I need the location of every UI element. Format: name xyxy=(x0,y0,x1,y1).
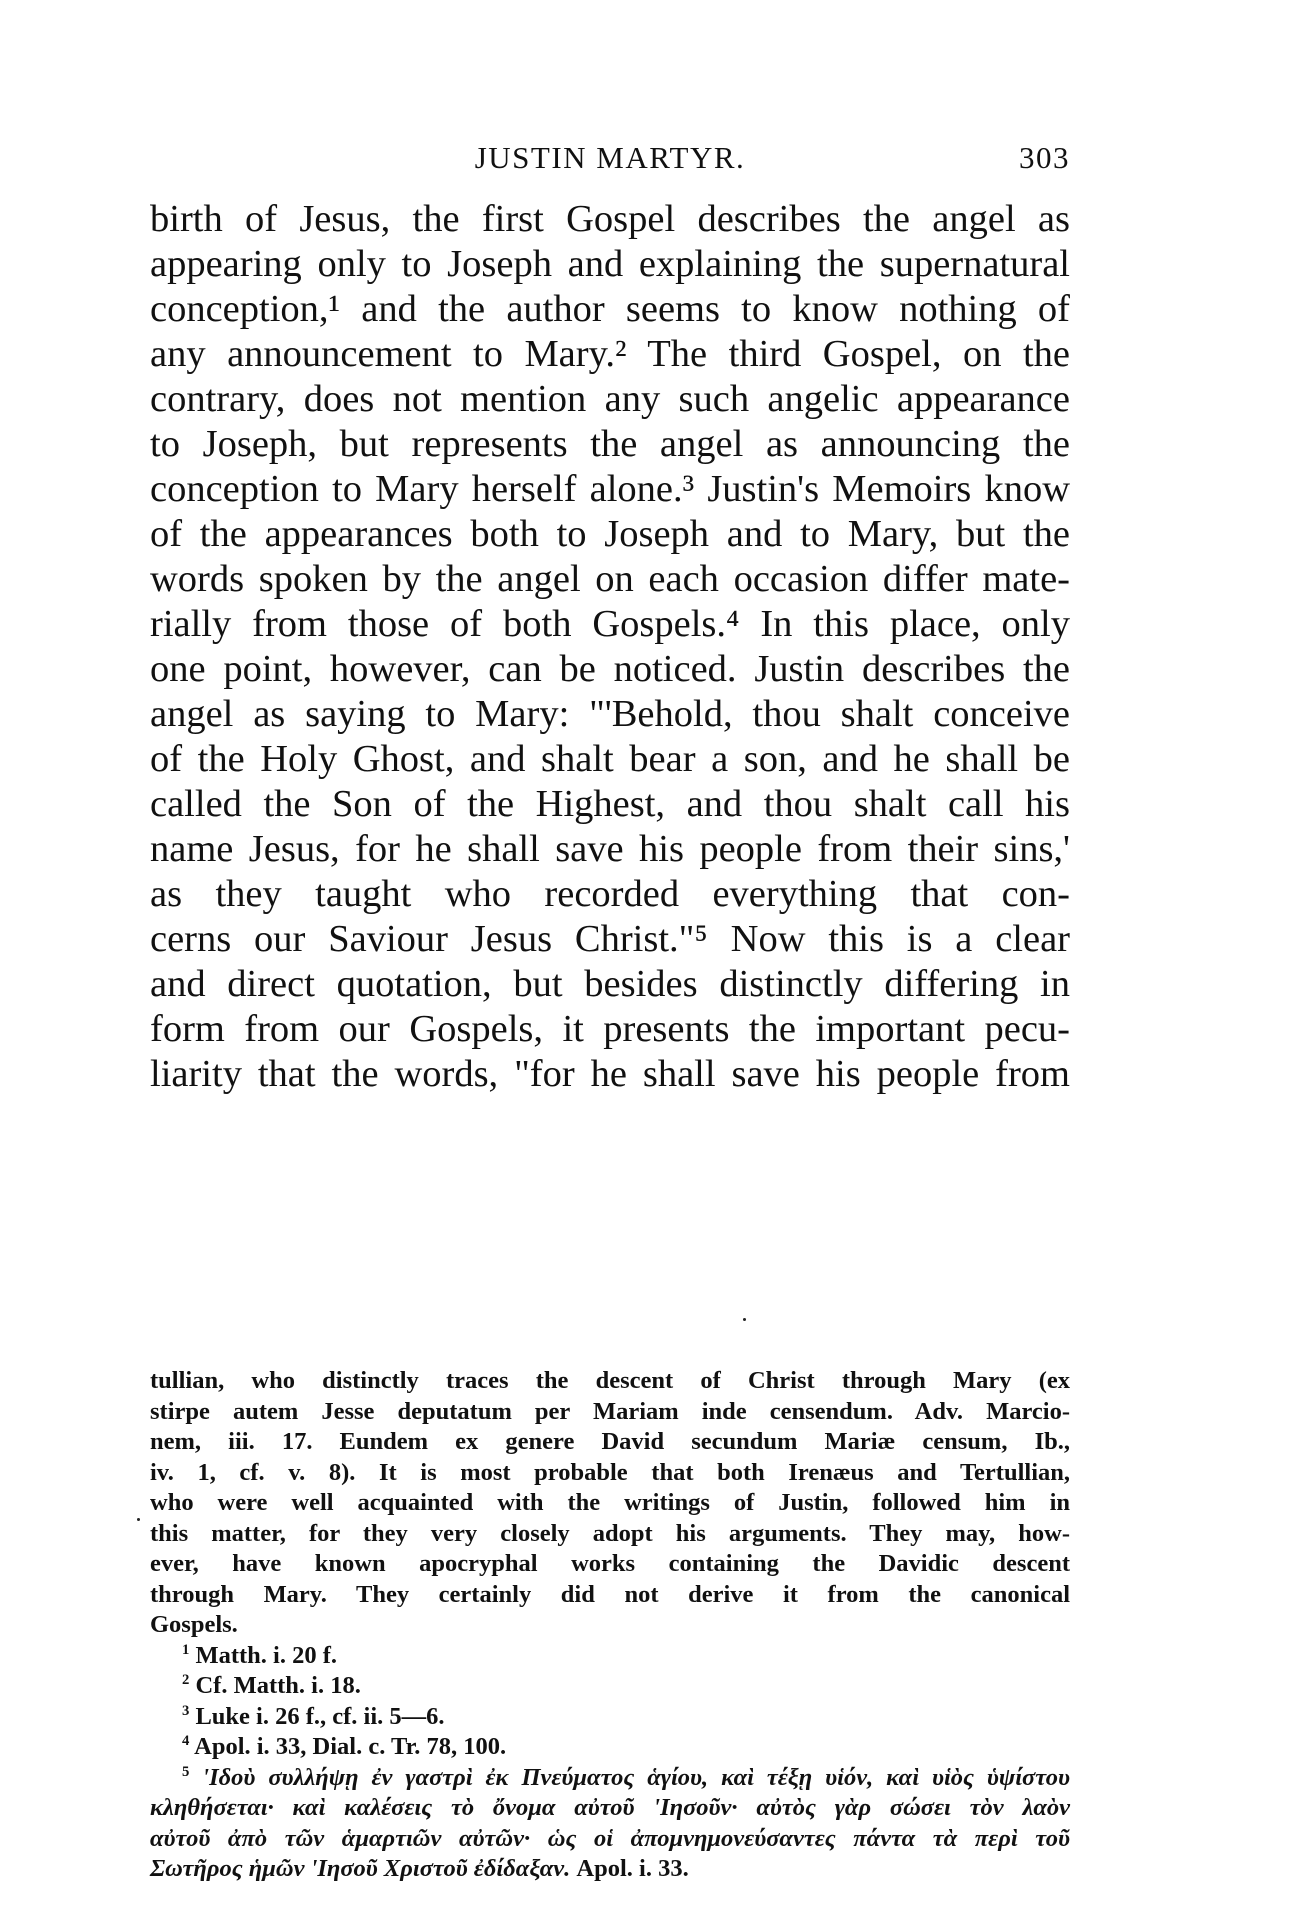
body-line: and direct quotation, but besides distinctly differing in xyxy=(150,963,1070,1005)
footnote-continuation-line: iv. 1, cf. v. 8). It is most probable that both Irenæus and Tertullian, xyxy=(150,1458,1070,1486)
footnote-continuation-line: ever, have known apocryphal works containing the Davidic descent xyxy=(150,1550,1070,1577)
body-line: birth of Jesus, the first Gospel describes the angel as xyxy=(150,198,1070,240)
footnote-5-greek-line xyxy=(150,1763,1070,1794)
footnote-5-greek-line: αὐτοῦ ἀπὸ τῶν ἁμαρτιῶν αὐτῶν· ὡς οἱ ἀπομνημονεύσαντες πάντα τὰ περὶ τοῦ xyxy=(150,1824,1070,1852)
body-line: any announcement to Mary.² The third Gospel, on the xyxy=(150,333,1070,375)
page-number: 303 xyxy=(1019,140,1070,175)
body-line: rially from those of both Gospels.⁴ In this place, only xyxy=(150,603,1070,645)
body-line: liarity that the words, "for he shall save his people from xyxy=(150,1053,1070,1095)
greek-text: 'Ιδοὺ συλλήψῃ ἐν γαστρὶ ἐκ Πνεύματος ἁγίου, καὶ τέξῃ υἱόν, καὶ υἱὸς ὑψίστου xyxy=(202,1763,1071,1791)
footnote-3 xyxy=(150,1702,1070,1733)
body-line: name Jesus, for he shall save his people from their sins,' xyxy=(150,828,1070,870)
footnote-continuation-line: through Mary. They certainly did not derive it from the canonical xyxy=(150,1580,1070,1608)
footnote-text: Matth. i. 20 f. xyxy=(195,1641,338,1669)
footnote-mark: 3 xyxy=(182,1702,190,1719)
footnote-2 xyxy=(150,1671,1070,1702)
footnote-reference: Apol. i. 33. xyxy=(576,1855,689,1882)
body-line: of the Holy Ghost, and shalt bear a son, and he shall be xyxy=(150,738,1070,780)
running-head xyxy=(150,140,1070,184)
footnote-4 xyxy=(150,1732,1070,1763)
body-line: to Joseph, but represents the angel as announcing the xyxy=(150,423,1070,465)
footnotes xyxy=(150,1366,1070,1885)
body-line: conception,¹ and the author seems to know nothing of xyxy=(150,288,1070,330)
footnote-text: Luke i. 26 f., cf. ii. 5—6. xyxy=(195,1702,445,1730)
body-line: contrary, does not mention any such angelic appearance xyxy=(150,378,1070,420)
footnote-continuation-line: stirpe autem Jesse deputatum per Mariam inde censendum. Adv. Marcio- xyxy=(150,1397,1070,1425)
footnote-5-greek-line xyxy=(150,1854,1070,1885)
footnote-continuation-line: tullian, who distinctly traces the descent of Christ through Mary (ex xyxy=(150,1367,1070,1394)
body-text xyxy=(150,197,1070,1097)
footnote-5-greek-line: κληθήσεται· καὶ καλέσεις τὸ ὄνομα αὐτοῦ 'Ιησοῦν· αὐτὸς γὰρ σώσει τὸν λαὸν xyxy=(150,1794,1070,1821)
footnote-mark: 5 xyxy=(182,1763,190,1780)
footnote-1 xyxy=(150,1641,1070,1672)
body-line: one point, however, can be noticed. Justin describes the xyxy=(150,648,1070,690)
body-line: cerns our Saviour Jesus Christ."⁵ Now this is a clear xyxy=(150,918,1070,960)
footnote-continuation-line: this matter, for they very closely adopt his arguments. They may, how- xyxy=(150,1519,1070,1547)
body-line: words spoken by the angel on each occasion differ mate- xyxy=(150,558,1070,600)
body-line: form from our Gospels, it presents the important pecu- xyxy=(150,1008,1070,1050)
greek-text: Σωτῆρος ἡμῶν 'Ιησοῦ Χριστοῦ ἐδίδαξαν. xyxy=(150,1855,571,1882)
footnote-mark: 4 xyxy=(182,1733,190,1750)
body-line: as they taught who recorded everything that con- xyxy=(150,873,1070,915)
body-line: called the Son of the Highest, and thou shalt call his xyxy=(150,783,1070,825)
body-line: conception to Mary herself alone.³ Justin's Memoirs know xyxy=(150,468,1070,510)
running-title: JUSTIN MARTYR. xyxy=(474,140,746,175)
print-speck xyxy=(137,1518,140,1521)
footnote-mark: 1 xyxy=(182,1641,190,1658)
footnote-continuation-line: who were well acquainted with the writings of Justin, followed him in xyxy=(150,1489,1070,1516)
footnote-continuation-line: Gospels. xyxy=(150,1611,238,1638)
footnote-mark: 2 xyxy=(182,1672,190,1689)
footnote-continuation-line: nem, iii. 17. Eundem ex genere David secundum Mariæ censum, Ib., xyxy=(150,1428,1070,1455)
footnote-text: Cf. Matth. i. 18. xyxy=(195,1672,361,1699)
print-speck xyxy=(743,1318,746,1321)
body-line: angel as saying to Mary: "'Behold, thou shalt conceive xyxy=(150,693,1070,735)
footnote-text: Apol. i. 33, Dial. c. Tr. 78, 100. xyxy=(194,1733,507,1760)
body-line: of the appearances both to Joseph and to Mary, but the xyxy=(150,513,1070,555)
body-line: appearing only to Joseph and explaining the supernatural xyxy=(150,243,1070,285)
